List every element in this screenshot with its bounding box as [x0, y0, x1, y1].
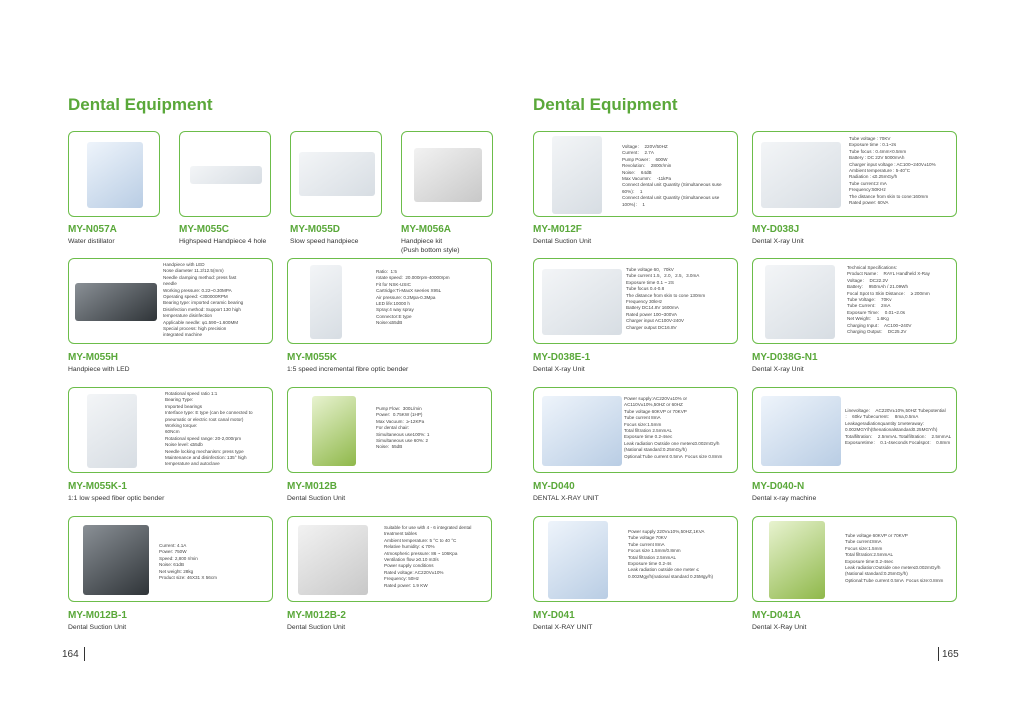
product-spec: Ratio: 1:5 rotate speed: 20.000rpm-40000rpm Fit for NSK-USIC Cartridge:Ti-MaxX seeries X95L Air pressure: 0.2Mpa-0.3Mpa LED life:10000 h Spray:4 way spray Connector:E type Noise:≤65dB — [376, 269, 450, 326]
product-name: Dental X-ray Unit — [752, 366, 804, 373]
product-name: Dental Suction Unit — [287, 624, 346, 631]
product-code: MY-D038G-N1 — [752, 352, 818, 363]
page-number: 164 — [62, 649, 79, 660]
product-code: MY-M055C — [179, 224, 230, 235]
product-image — [542, 269, 622, 335]
product-name: Dental Suction Unit — [287, 495, 346, 502]
product-code: MY-M055K-1 — [68, 481, 127, 492]
product-spec: Handpiece with LED Nose diameter 11.2/12.5(mm) Needle clamping method: press fast needle Working pressure: 0.22~0.30MPA Operating speed: <300000RPM Bearing type: imported ceramic bearing Disinfection method: Support 130 high temperature disinfection Applicable needle: φ1.590~1.600MM Special process: high precision integrated machine — [163, 262, 244, 338]
product-image — [299, 152, 375, 196]
product-code: MY-D041A — [752, 610, 801, 621]
product-image — [542, 396, 622, 466]
product-code: MY-M056A — [401, 224, 452, 235]
product-image — [769, 521, 825, 599]
product-name: 1:5 speed incremental fibre optic bender — [287, 366, 409, 373]
product-spec: Linevoltage： AC220V±10%,50HZ Tubepotential ： 60kv Tubecurrent： 8ma,0.5mA Leakageradiationquantity 1meteraway： 0.002MGY/h(thenationalstandard0.25MGY/h) Totalfiltration： 2.5mmAL Totalfiltration： 2.5mmAL Exposuretime： 0.1-4seconds Focalspot： 0.8mm — [845, 408, 952, 446]
product-card — [533, 258, 738, 344]
product-card — [290, 131, 382, 217]
product-name: Dental X-RAY UNIT — [533, 624, 593, 631]
product-spec: Technical Specifications: Product Name： RAYL Handheld X-Ray Voltage： DC22.2V Battery： 950mAh / 21.09Wh Focal Spot to Skin Distance： ≥ 200mm Tube Voltage： 70Kv Tube Current： 2mA Exposure Time： 0.01~2.0s Net Weight： 1.6Kg Charging Input： AC100~240V Charging Output： DC25.2V — [847, 265, 930, 335]
product-name: Dental X-ray Unit — [533, 366, 585, 373]
product-card — [287, 387, 492, 473]
page-number: 165 — [942, 649, 959, 660]
product-name: Dental Suction Unit — [533, 238, 592, 245]
product-card — [179, 131, 271, 217]
product-spec: Pump Flow: 300L/min Power: 0.75KW (1HP) Max Vacuum: ≥-12KPa For dental chair: Simultaneous use100%: 1 Simultaneous use 60%: 2 Noise: 55dB — [376, 406, 430, 450]
product-code: MY-D038J — [752, 224, 800, 235]
product-image — [75, 283, 157, 321]
product-card — [68, 516, 273, 602]
product-code: MY-D040 — [533, 481, 575, 492]
product-image — [765, 265, 835, 339]
product-card — [752, 516, 957, 602]
product-code: MY-M055D — [290, 224, 341, 235]
product-spec: Tube voltage : 70KV Exposure time : 0.1~2s Tube focus : 0.4mm×0.5mm Battery : DC 22V 5000mAh Charger input voltage : AC100~240V±10% Ambient temperature : 5-40°C Radiation : ≤0.25mGy/h Tube current:2 mA Frequency:50KHz The distance from skin to cone:160mm Rated power: 60VA — [849, 136, 936, 206]
product-image — [190, 166, 262, 184]
product-card — [752, 131, 957, 217]
product-code: MY-M012B-1 — [68, 610, 127, 621]
product-card — [68, 258, 273, 344]
product-code: MY-M012B-2 — [287, 610, 346, 621]
product-spec: Power supply 220V±10%,50HZ,1KVA Tube voltage 70KV Tube current 8mA Focus size 1.5mm/0.8mm Total filtration 2.5mmAL Exposure time 0.2-4s Leak radiation outside one meter ≤ 0.002Mgy/h(national standard 0.25Mgy/h) — [628, 529, 714, 579]
product-name: 1:1 low speed fiber optic bender — [68, 495, 165, 502]
product-image — [552, 136, 602, 214]
product-name: Highspeed Handpiece 4 hole — [179, 238, 267, 245]
product-image — [298, 525, 368, 595]
product-card — [752, 258, 957, 344]
product-code: MY-N057A — [68, 224, 117, 235]
page-number-divider — [938, 647, 939, 661]
product-card — [287, 258, 492, 344]
product-card — [287, 516, 492, 602]
product-name: DENTAL X-RAY UNIT — [533, 495, 599, 502]
product-spec: Tube voltage 60KVP or 70KVP Tube current:8mA Focus size:1.5mm Total filtration:2.5mmAL Exposure time:0.2-4sec Leak radiation:Outside one meter≤0.002mGy/h (National standard:0.25mGy/h) Optional:Tube current 0.5mA Focus size:0.8mm — [845, 533, 944, 583]
product-spec: Tube voltage 60，70kV Tube current 1.5，2.0，2.5，3.0mA Exposure time 0.1 ~ 2S Tube focus 0.4-0.8 The distance from skin to cone 130mm Frequency 30kHz Battery DC14.8V 1600mA Rated power 100~300VA Charger input AC100V-240V Charger output DC16.8V — [626, 267, 706, 330]
product-name: Dental x-ray machine — [752, 495, 817, 502]
product-image — [548, 521, 608, 599]
page-title: Dental Equipment — [68, 95, 213, 114]
product-card — [533, 131, 738, 217]
product-name: Dental X-ray Unit — [752, 238, 804, 245]
product-card — [68, 387, 273, 473]
product-image — [761, 142, 841, 208]
product-code: MY-D038E-1 — [533, 352, 591, 363]
product-card — [68, 131, 160, 217]
product-card — [752, 387, 957, 473]
product-code: MY-D041 — [533, 610, 575, 621]
product-spec: Power supply:AC220V±10% or AC110V±10%,50HZ or 60HZ Tube voltage 60KVP or 70KVP Tube current 8mA Focus size:1.5mm Total filtration 2.5mmAL Exposure time 0.2-4sec Leak radiation Outside one meter≤0.002mGy/h (National standard:0.25mGy/h) Optional:Tube current 0.5mA Focus size 0.8mm — [624, 396, 723, 459]
product-image — [312, 396, 356, 466]
product-spec: Current: 4.1A Power: 750W Speed: 2,800 r/min Noise: 61dB Net weight: 28kg Product size: 46X31 X 56cm — [159, 543, 217, 581]
product-name: Dental Suction Unit — [68, 624, 127, 631]
right-page — [512, 0, 1024, 724]
product-name: Handpiece with LED — [68, 366, 130, 373]
product-image — [761, 396, 841, 466]
product-spec: Voltage： 220V/50HZ Current： 2.7A Pump Power： 600W Revolution： 2800r/min Noise： 64dB Max Vacumm： -11kPa Connect dental unit Quantity (Simultaneous suse 60%)： 1 Connect dental unit Quantity (Simultaneous use 100%)： 1 — [622, 144, 722, 207]
product-name: Dental X-Ray Unit — [752, 624, 807, 631]
product-card — [533, 387, 738, 473]
product-code: MY-M055H — [68, 352, 119, 363]
page-number-divider — [84, 647, 85, 661]
product-code: MY-M012B — [287, 481, 338, 492]
product-spec: Rotational speed ratio 1:1 Bearing Type: Imported bearings Interface type: E type (can be connected to pneumatic or electric root canal motor) Working torque: 60Ncm Rotational speed range: 20-2,000rpm Noise level: ≤55db Needle locking mechanism: press type Maintenance and disinfection: 135° high temperature and autoclave — [165, 391, 253, 467]
product-card — [401, 131, 493, 217]
product-name: Handpiece kit (Push bottom style) — [401, 238, 460, 254]
product-name: Water distillator — [68, 238, 115, 245]
product-image — [310, 265, 342, 339]
product-code: MY-M055K — [287, 352, 338, 363]
page-title: Dental Equipment — [533, 95, 678, 114]
product-image — [414, 148, 482, 202]
product-code: MY-D040-N — [752, 481, 805, 492]
product-code: MY-M012F — [533, 224, 582, 235]
product-name: Slow speed handpiece — [290, 238, 359, 245]
product-image — [83, 525, 149, 595]
product-spec: Suitable for use with 4 - 6 integrated dental treatment tables Ambient temperature: 5 °C to 40 °C Relative humidity: ≤ 70% Atmospheric pressure: 86 ~ 106Kpa Ventilation flow ≥0.10 m3/s Power supply conditions Rated voltage: AC220V±10% Frequency: 50Hz Rated power: 1.9 KW — [384, 525, 472, 588]
product-card — [533, 516, 738, 602]
product-image — [87, 394, 137, 468]
product-image — [87, 142, 143, 208]
